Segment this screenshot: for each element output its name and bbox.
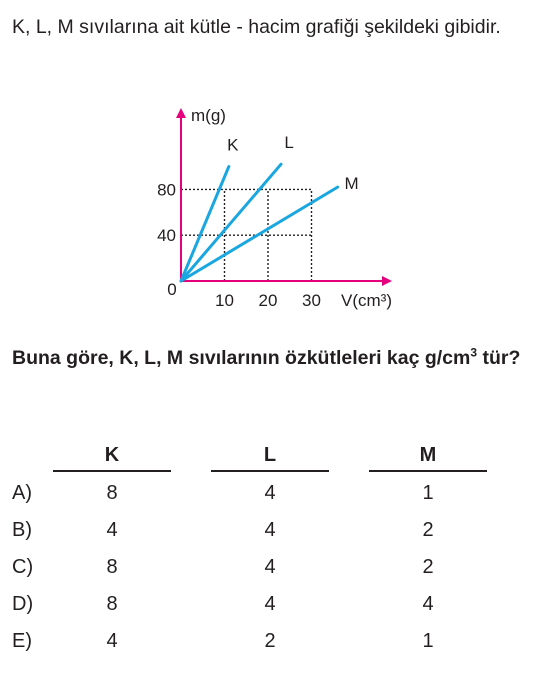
y-tick-label-80: 80 [157,180,176,200]
y-axis-label: m(g) [191,106,226,125]
option-value-m: 2 [422,556,434,578]
header-l: L [263,444,277,466]
x-tick-label-10: 10 [215,291,234,310]
origin-label: 0 [167,280,177,299]
option-letter: E) [12,630,32,652]
option-value-k: 8 [106,593,118,615]
option-row-b[interactable] [0,519,551,549]
series-line-k [181,167,229,282]
question-tail: tür? [477,347,521,369]
series-label-m: M [344,174,359,194]
option-value-k: 8 [106,556,118,578]
option-value-m: 2 [422,519,434,541]
series-line-m [181,187,338,281]
question-superscript: 3 [470,345,478,360]
x-tick-label-20: 20 [258,291,278,310]
x-axis-label: V(cm³) [341,291,392,310]
x-tick-label-30: 30 [302,291,321,310]
option-value-l: 4 [264,482,276,504]
header-underline [53,470,171,472]
mass-volume-chart [0,0,551,340]
x-axis-arrow [382,276,392,286]
option-letter: A) [12,482,32,504]
option-value-k: 8 [106,482,118,504]
y-axis-arrow [176,108,186,118]
option-letter: C) [12,556,34,578]
option-row-d[interactable] [0,593,551,623]
option-letter: D) [12,593,34,615]
option-row-a[interactable] [0,482,551,512]
header-underline [211,470,329,472]
option-value-l: 2 [264,630,276,652]
series-label-l: L [284,133,294,153]
option-letter: B) [12,519,32,541]
option-value-m: 4 [422,593,434,615]
question-main: Buna göre, K, L, M sıvılarının özkütleleri kaç g/cm [12,347,471,369]
header-m: M [419,444,437,466]
option-value-l: 4 [264,519,276,541]
option-value-l: 4 [264,593,276,615]
header-underline [369,470,487,472]
series-label-k: K [227,135,239,155]
option-row-e[interactable] [0,630,551,660]
option-value-k: 4 [106,630,118,652]
question-text [12,343,542,373]
option-value-m: 1 [422,630,434,652]
series-line-l [181,164,281,281]
y-tick-label-40: 40 [157,226,176,246]
option-row-c[interactable] [0,556,551,586]
option-value-m: 1 [422,482,434,504]
intro-text: K, L, M sıvılarına ait kütle - hacim grafiği şekildeki gibidir. [12,16,501,38]
header-k: K [104,444,120,466]
option-value-k: 4 [106,519,118,541]
option-value-l: 4 [264,556,276,578]
